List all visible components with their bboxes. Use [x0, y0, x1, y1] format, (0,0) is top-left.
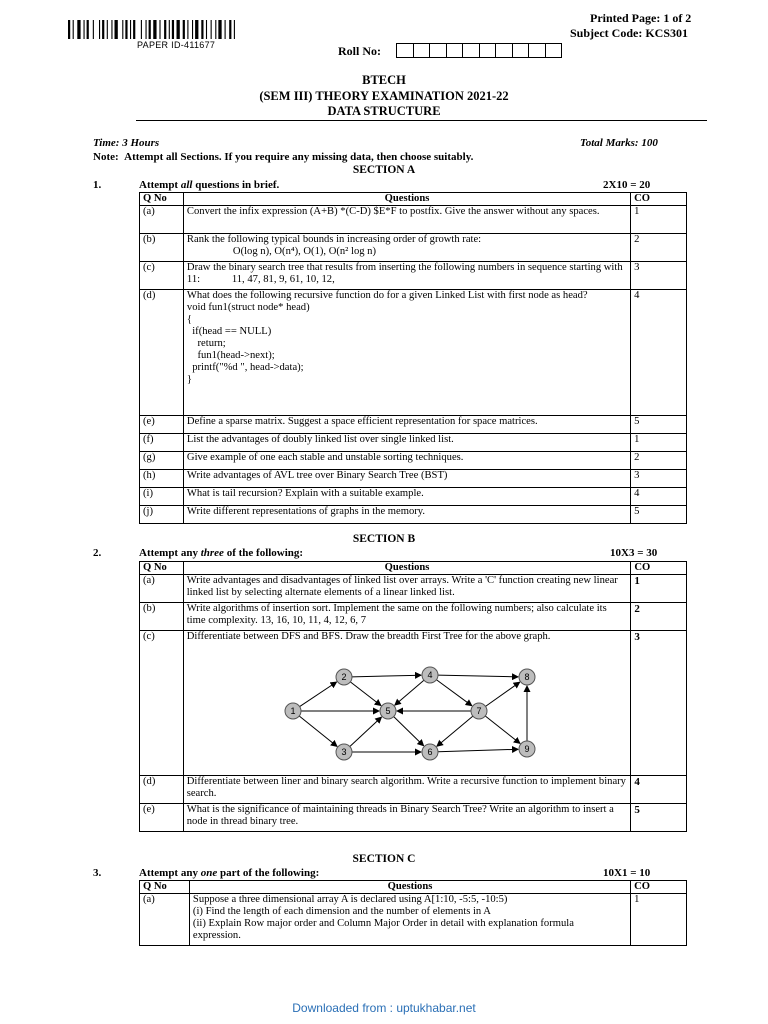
graph-node-label: 5	[385, 706, 391, 716]
q1-instruction: Attempt all questions in brief.	[139, 179, 280, 191]
table-row: (e) Define a sparse matrix. Suggest a space efficient representation for space matrices. 5	[140, 416, 687, 434]
table-header: Q No Questions CO	[140, 562, 687, 575]
roll-no-box[interactable]	[414, 44, 431, 57]
note: Note: Attempt all Sections. If you require any missing data, then choose suitably.	[93, 151, 474, 163]
table-row: (b) Rank the following typical bounds in increasing order of growth rate: O(log n), O(n⁴), O(1), O(n² log n) 2	[140, 234, 687, 262]
section-a-title: SECTION A	[352, 164, 416, 176]
q1-marks: 2X10 = 20	[603, 179, 651, 191]
table-row: (d) What does the following recursive function do for a given Linked List with first node as head? void fun1(struct node* head) { if(head == NULL) return; fun1(head->next); printf("%d ", head->data); } 4	[140, 290, 687, 416]
section-c-title: SECTION C	[352, 853, 416, 865]
graph-edge	[299, 682, 336, 707]
graph-node	[380, 703, 396, 719]
graph-edge	[299, 716, 337, 746]
table-row: (e) What is the significance of maintaining threads in Binary Search Tree? Write an algorithm to insert a node in thread binary tree. 5	[140, 804, 687, 832]
graph-node-label: 7	[476, 706, 482, 716]
roll-no-box[interactable]	[463, 44, 480, 57]
roll-no-box[interactable]	[397, 44, 414, 57]
graph-node-label: 1	[290, 706, 296, 716]
exam-subject: DATA STRUCTURE	[327, 104, 441, 118]
section-c-table	[139, 880, 687, 946]
header-divider	[136, 120, 707, 121]
graph-node	[519, 669, 535, 685]
section-b-table	[139, 561, 687, 832]
graph-node	[422, 667, 438, 683]
table-row: (a) Write advantages and disadvantages of linked list over arrays. Write a 'C' function creating new linear linked list by selecting alternate elements of a linear linked list. 1	[140, 575, 687, 603]
graph-edge	[395, 680, 424, 705]
graph-diagram	[275, 649, 545, 769]
subject-code: Subject Code: KCS301	[570, 26, 689, 40]
table-row: (d) Differentiate between liner and binary search algorithm. Write a recursive function to implement binary search. 4	[140, 776, 687, 804]
graph-edge	[437, 716, 473, 746]
graph-node	[519, 741, 535, 757]
table-row: (f) List the advantages of doubly linked list over single linked list. 1	[140, 434, 687, 452]
table-header: Q No Questions CO	[140, 881, 687, 894]
graph-node-label: 9	[524, 744, 530, 754]
q3-instruction: Attempt any one part of the following:	[139, 867, 320, 879]
roll-no-boxes[interactable]	[396, 43, 562, 58]
section-b-title: SECTION B	[352, 533, 416, 545]
table-row: (a) Convert the infix expression (A+B) *(C-D) $E*F to postfix. Give the answer without any spaces. 1	[140, 206, 687, 234]
roll-no-box[interactable]	[430, 44, 447, 57]
table-row: (b) Write algorithms of insertion sort. Implement the same on the following numbers; also calculate its time complexity. 13, 16, 10, 11, 4, 12, 6, 7 2	[140, 603, 687, 631]
exam-time: Time: 3 Hours	[93, 137, 160, 149]
graph-edge	[350, 717, 382, 746]
graph-node	[336, 669, 352, 685]
barcode	[68, 20, 296, 39]
q2-number: 2.	[93, 547, 102, 559]
graph-edge	[352, 675, 421, 677]
q1-number: 1.	[93, 179, 102, 191]
graph-edge	[350, 682, 381, 706]
printed-page: Printed Page: 1 of 2	[590, 11, 692, 25]
roll-no-box[interactable]	[513, 44, 530, 57]
graph-node-label: 2	[341, 672, 347, 682]
graph-edge	[438, 749, 518, 751]
code-block: void fun1(struct node* head) { if(head == NULL) return; fun1(head->next); printf("%d ", head->data); }	[186, 302, 310, 385]
graph-node-label: 6	[427, 747, 433, 757]
table-row: (c) Differentiate between DFS and BFS. Draw the breadth First Tree for the above graph. 1 2 3 4 5 6 7 8 9 3	[140, 631, 687, 776]
roll-no-box[interactable]	[529, 44, 546, 57]
graph-edge	[485, 716, 520, 743]
graph-node	[422, 744, 438, 760]
paper-id: PAPER ID-411677	[137, 40, 216, 50]
table-row: (g) Give example of one each stable and unstable sorting techniques. 2	[140, 452, 687, 470]
q3-number: 3.	[93, 867, 102, 879]
graph-edge	[393, 717, 423, 746]
table-row: (h) Write advantages of AVL tree over Binary Search Tree (BST) 3	[140, 470, 687, 488]
q3-marks: 10X1 = 10	[603, 867, 651, 879]
graph-node-label: 3	[341, 747, 347, 757]
graph-edge	[438, 675, 518, 677]
roll-no-box[interactable]	[496, 44, 513, 57]
exam-title: (SEM III) THEORY EXAMINATION 2021-22	[259, 89, 509, 103]
exam-program: BTECH	[362, 73, 406, 87]
graph-node	[471, 703, 487, 719]
graph-edge	[485, 682, 519, 706]
table-header: Q No Questions CO	[140, 193, 687, 206]
graph-edge	[436, 680, 471, 706]
roll-no-box[interactable]	[447, 44, 464, 57]
download-source-link[interactable]: Downloaded from : uptukhabar.net	[292, 1001, 476, 1015]
roll-no-label: Roll No:	[338, 44, 381, 58]
table-row: (a) Suppose a three dimensional array A is declared using A[1:10, -5:5, -10:5) (i) Find the length of each dimension and the number of elements in A (ii) Explain Row major order and Column Major Order in detail with explanation formula expression. 1	[140, 894, 687, 946]
graph-node	[285, 703, 301, 719]
q2-marks: 10X3 = 30	[610, 547, 658, 559]
q2-instruction: Attempt any three of the following:	[139, 547, 304, 559]
graph-node-label: 4	[427, 670, 433, 680]
roll-no-box[interactable]	[546, 44, 563, 57]
table-row: (j) Write different representations of graphs in the memory. 5	[140, 506, 687, 524]
graph-node	[336, 744, 352, 760]
graph-node-label: 8	[524, 672, 530, 682]
roll-no-box[interactable]	[480, 44, 497, 57]
total-marks: Total Marks: 100	[580, 137, 658, 149]
table-row: (c) Draw the binary search tree that results from inserting the following numbers in sequence starting with 11: 11, 47, 81, 9, 61, 10, 12, 3	[140, 262, 687, 290]
table-row: (i) What is tail recursion? Explain with a suitable example. 4	[140, 488, 687, 506]
section-a-table	[139, 192, 687, 524]
